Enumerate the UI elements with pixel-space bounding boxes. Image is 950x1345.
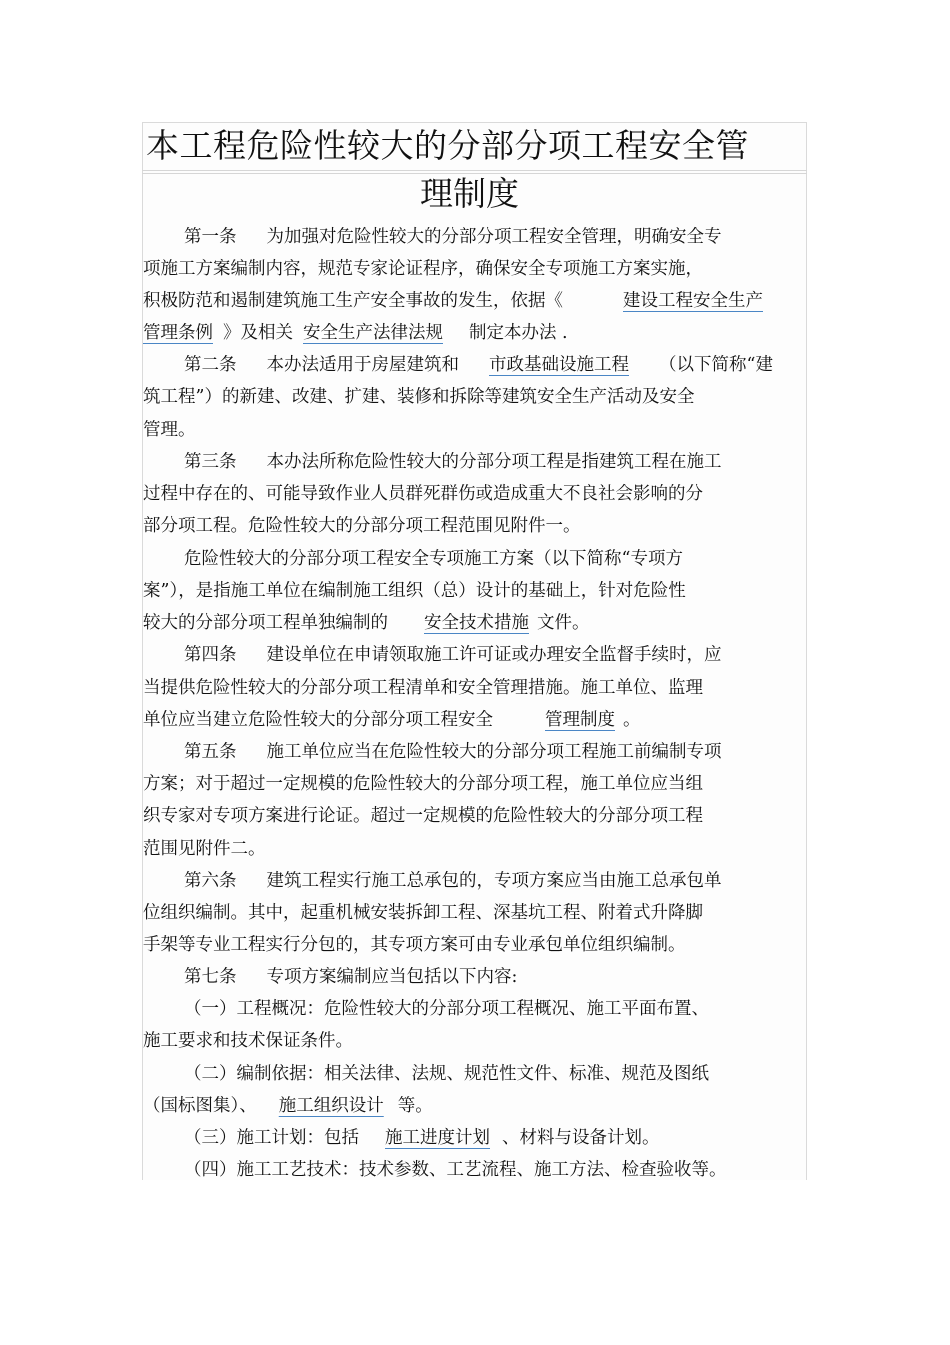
article-label: 第一条 [184, 227, 237, 247]
reference-link[interactable]: 建设工程安全生产 [623, 291, 763, 311]
reference-link[interactable]: 安全生产法律法规 [303, 323, 443, 343]
reference-link[interactable]: 施工组织设计 [278, 1096, 384, 1116]
article-1-line-1: 第一条 为加强对危险性较大的分部分项工程安全管理，明确安全专 [184, 227, 722, 247]
article-1-line-2: 项施工方案编制内容，规范专家论证程序，确保安全专项施工方案实施， [143, 259, 703, 279]
list-item-2-line-2: （国标图集）、 施工组织设计 等。 [143, 1096, 433, 1116]
article-6-line-2: 位组织编制。其中，起重机械安装拆卸工程、深基坑工程、附着式升降脚 [143, 903, 703, 923]
list-item-1-line-1: （一）工程概况：危险性较大的分部分项工程概况、施工平面布置、 [184, 999, 709, 1019]
document-title-continued: 理制度 [420, 174, 519, 213]
paragraph-line-1: 危险性较大的分部分项工程安全专项施工方案（以下简称“专项方 [184, 549, 683, 569]
article-2-line-1: 第二条 本办法适用于房屋建筑和 市政基础设施工程 （以下简称“建 [184, 355, 773, 375]
list-item-4: （四）施工工艺技术：技术参数、工艺流程、施工方法、检查验收等。 [184, 1160, 727, 1180]
article-1-line-4: 管理条例 》及相关 安全生产法律法规 制定本办法 . [143, 323, 568, 343]
article-3-line-3: 部分项工程。危险性较大的分部分项工程范围见附件一。 [143, 516, 581, 536]
article-6-line-1: 第六条 建筑工程实行施工总承包的，专项方案应当由施工总承包单 [184, 871, 722, 891]
reference-link[interactable]: 施工进度计划 [385, 1128, 490, 1148]
article-label: 第二条 [184, 355, 237, 375]
article-7-line-1: 第七条 专项方案编制应当包括以下内容: [184, 967, 518, 987]
paragraph-line-3: 较大的分部分项工程单独编制的 安全技术措施 文件。 [143, 613, 590, 633]
article-label: 第五条 [184, 742, 237, 762]
article-5-line-2: 方案；对于超过一定规模的危险性较大的分部分项工程，施工单位应当组 [143, 774, 703, 794]
document-title: 本工程危险性较大的分部分项工程安全管 [146, 126, 749, 165]
article-label: 第六条 [184, 871, 237, 891]
list-item-2-line-1: （二）编制依据：相关法律、法规、规范性文件、标准、规范及图纸 [184, 1064, 709, 1084]
article-4-line-2: 当提供危险性较大的分部分项工程清单和安全管理措施。施工单位、监理 [143, 678, 703, 698]
paragraph-line-2: 案”），是指施工单位在编制施工组织（总）设计的基础上，针对危险性 [143, 581, 686, 601]
article-5-line-4: 范围见附件二。 [143, 839, 266, 859]
article-2-line-3: 管理。 [143, 420, 196, 440]
article-1-line-3: 积极防范和遏制建筑施工生产安全事故的发生，依据《 建设工程安全生产 [143, 291, 763, 311]
reference-link[interactable]: 管理制度 [545, 710, 615, 730]
article-2-line-2: 筑工程”）的新建、改建、扩建、装修和拆除等建筑安全生产活动及安全 [143, 387, 695, 407]
article-3-line-2: 过程中存在的、可能导致作业人员群死群伤或造成重大不良社会影响的分 [143, 484, 703, 504]
reference-link[interactable]: 管理条例 [143, 323, 213, 343]
article-label: 第七条 [184, 967, 237, 987]
article-6-line-3: 手架等专业工程实行分包的，其专项方案可由专业承包单位组织编制。 [143, 935, 686, 955]
list-item-1-line-2: 施工要求和技术保证条件。 [143, 1031, 353, 1051]
article-5-line-1: 第五条 施工单位应当在危险性较大的分部分项工程施工前编制专项 [184, 742, 722, 762]
list-item-3: （三）施工计划：包括 施工进度计划 、材料与设备计划。 [184, 1128, 660, 1148]
article-label: 第四条 [184, 645, 237, 665]
article-5-line-3: 织专家对专项方案进行论证。超过一定规模的危险性较大的分部分项工程 [143, 806, 703, 826]
article-4-line-1: 第四条 建设单位在申请领取施工许可证或办理安全监督手续时，应 [184, 645, 722, 665]
reference-link[interactable]: 安全技术措施 [424, 613, 529, 633]
article-label: 第三条 [184, 452, 237, 472]
article-3-line-1: 第三条 本办法所称危险性较大的分部分项工程是指建筑工程在施工 [184, 452, 722, 472]
article-4-line-3: 单位应当建立危险性较大的分部分项工程安全 管理制度 。 [143, 710, 641, 730]
reference-link[interactable]: 市政基础设施工程 [489, 355, 629, 375]
title-divider [142, 170, 807, 171]
